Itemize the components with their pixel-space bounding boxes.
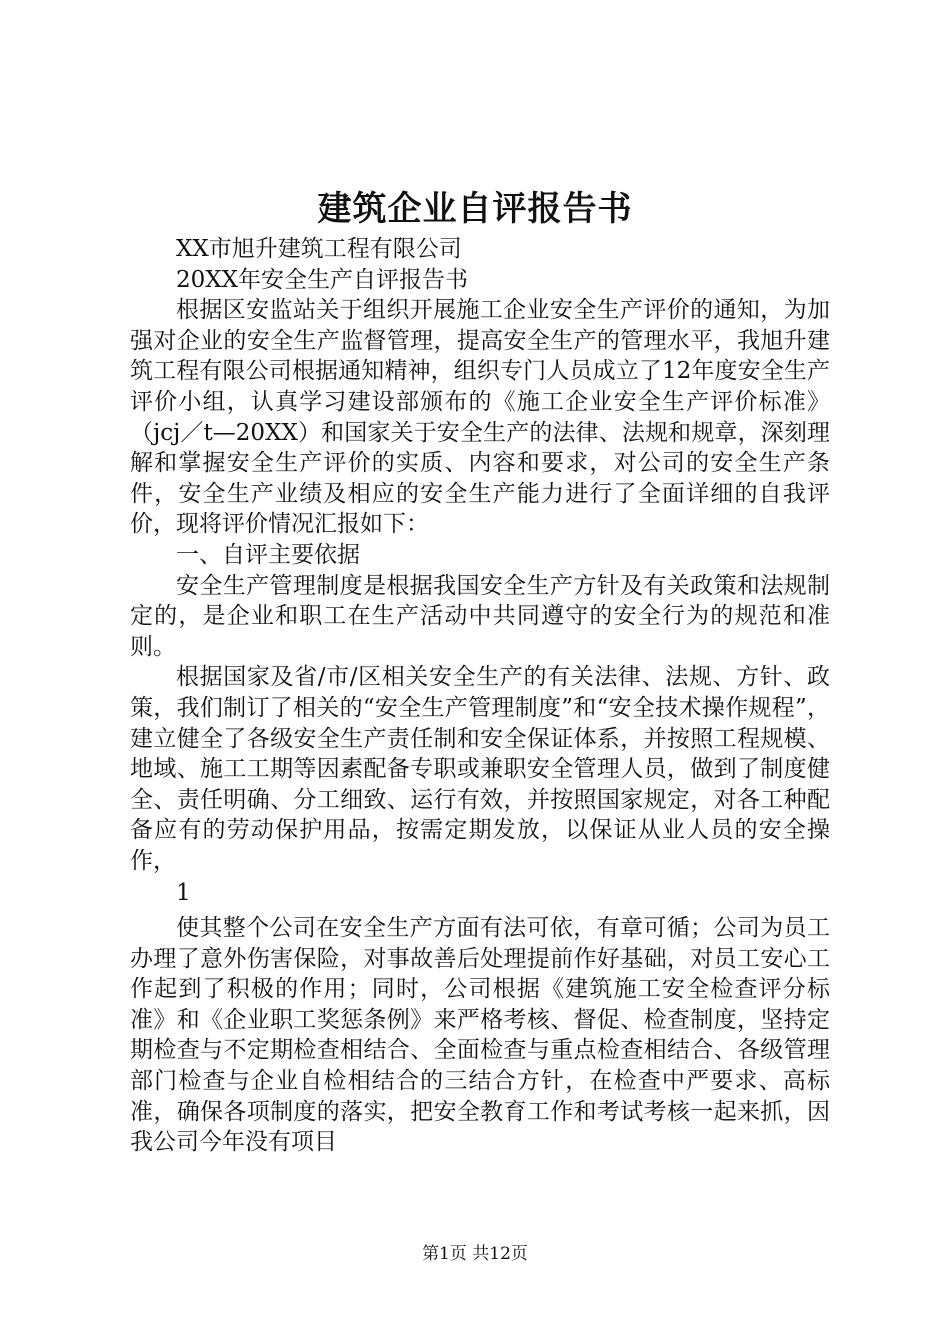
inline-page-number: 1 (176, 880, 191, 907)
paragraph: 根据国家及省/市/区相关安全生产的有关法律、法规、方针、政策，我们制订了相关的“安全生产管理制度”和“安全技术操作规程”，建立健全了各级安全生产责任制和安全保证体系，并按照工程规模、地域、施工工期等因素配备专职或兼职安全管理人员，做到了制度健全、责任明确、分工细致、运行有效，并按照国家规定，对各工种配备应有的劳动保护用品，按需定期发放，以保证从业人员的安全操作， (130, 664, 830, 874)
page-footer: 第1页 共12页 (422, 1244, 528, 1264)
report-line: 20XX年安全生产自评报告书 (176, 266, 469, 293)
paragraph: 根据区安监站关于组织开展施工企业安全生产评价的通知，为加强对企业的安全生产监督管理，提高安全生产的管理水平，我旭升建筑工程有限公司根据通知精神，组织专门人员成立了12年度安全生产评价小组，认真学习建设部颁布的《施工企业安全生产评价标准》（jcj／t—20XX）和国家关于安全生产的法律、法规和规章，深刻理解和掌握安全生产评价的实质、内容和要求，对公司的安全生产条件，安全生产业绩及相应的安全生产能力进行了全面详细的自我评价，现将评价情况汇报如下： (130, 297, 830, 538)
company-line: XX市旭升建筑工程有限公司 (176, 236, 462, 262)
document-title: 建筑企业自评报告书 (317, 189, 633, 229)
document-body (130, 234, 830, 1158)
paragraph: 安全生产管理制度是根据我国安全生产方针及有关政策和法规制定的，是企业和职工在生产活动中共同遵守的安全行为的规范和准则。 (130, 572, 830, 660)
section-heading: 一、自评主要依据 (176, 541, 360, 568)
paragraph: 使其整个公司在安全生产方面有法可依，有章可循；公司为员工办理了意外伤害保险，对事故善后处理提前作好基础，对员工安心工作起到了积极的作用；同时，公司根据《建筑施工安全检查评分标准》和《企业职工奖惩条例》来严格考核、督促、检查制度，坚持定期检查与不定期检查相结合、全面检查与重点检查相结合、各级管理部门检查与企业自检相结合的三结合方针，在检查中严要求、高标准，确保各项制度的落实，把安全教育工作和考试考核一起来抓，因我公司今年没有项目 (130, 915, 830, 1156)
